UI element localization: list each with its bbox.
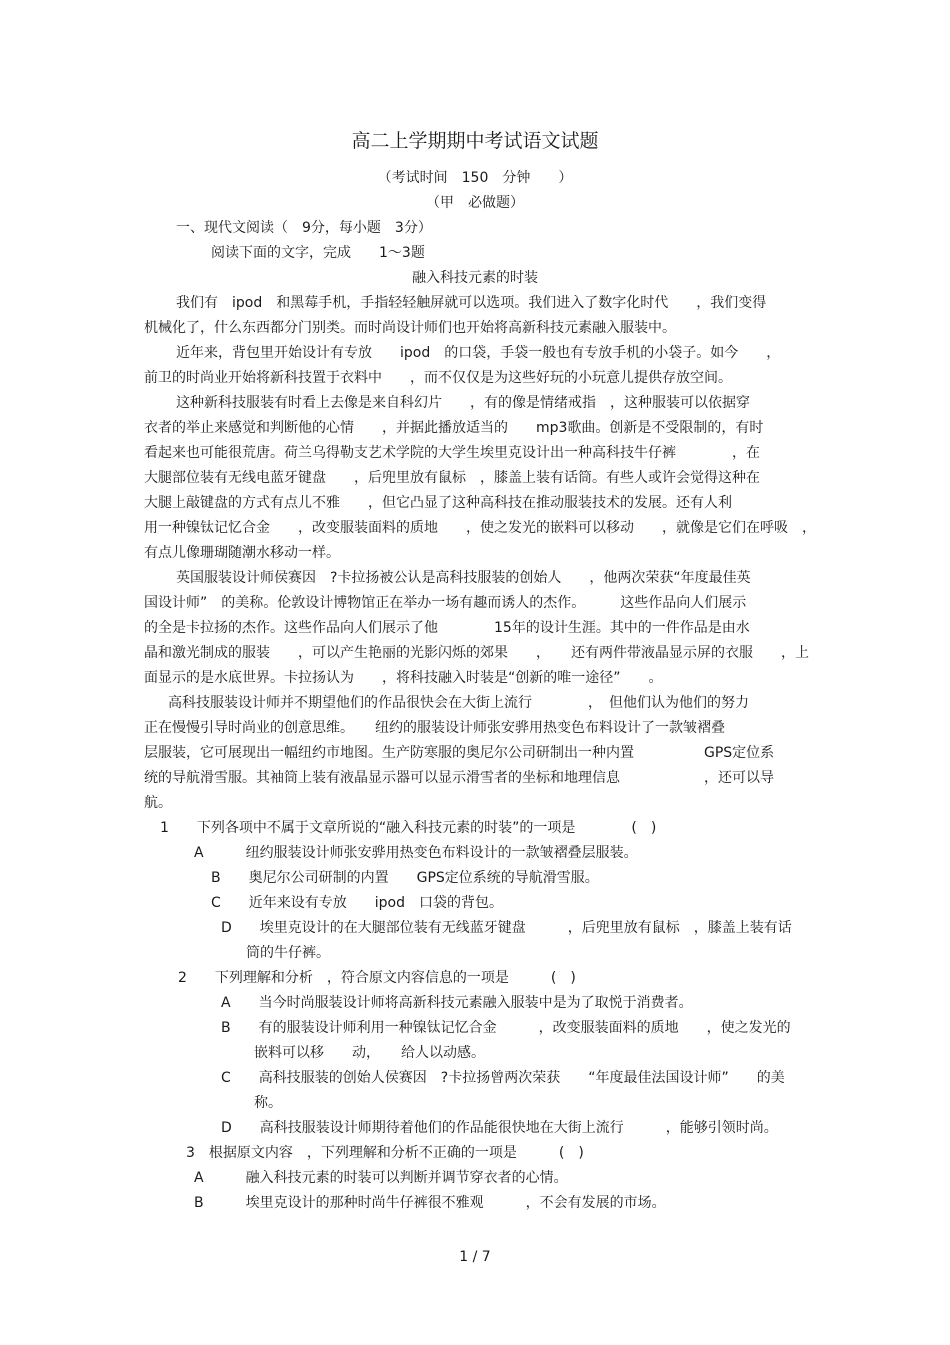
article-line: 大腿上敲键盘的方式有点儿不雅 ，但它凸显了这种高科技在推动服装技术的发展。还有人利 <box>144 495 732 511</box>
article-line: 晶和激光制成的服装 ，可以产生艳丽的光影闪烁的郊果 ， 还有两件带液晶显示屏的衣服 ，上 <box>144 645 809 661</box>
question-2-option-b-cont: 嵌料可以移 动， 给人以动感。 <box>254 1045 485 1061</box>
question-3-option-b: B 埃里克设计的那种时尚牛仔裤很不雅观 ，不会有发展的市场。 <box>194 1195 666 1211</box>
article-line: 面显示的是水底世界。卡拉扬认为 ，将科技融入时装是“创新的唯一途径” 。 <box>144 670 663 686</box>
article-line: 大腿部位装有无线电蓝牙键盘 ，后兜里放有鼠标 ，膝盖上装有话筒。有些人或许会觉得这种在 <box>144 470 760 486</box>
article-line: 前卫的时尚业开始将新科技置于衣料中 ，而不仅仅是为这些好玩的小玩意儿提供存放空间。 <box>144 370 732 386</box>
part-label: （甲 必做题） <box>426 195 524 211</box>
question-2-option-b: B 有的服装设计师利用一种镍钛记忆合金 ，改变服装面料的质地 ，使之发光的 <box>221 1020 791 1036</box>
question-1-option-a: A 纽约服装设计师张安骅用热变色布料设计的一款皱褶叠层服装。 <box>194 845 638 861</box>
article-line: 衣者的举止来感觉和判断他的心情 ，并据此播放适当的 mp3歌曲。创新是不受限制的，有时 <box>144 420 764 436</box>
article-line: 正在慢慢引导时尚业的创意思维。 纽约的服装设计师张安骅用热变色布料设计了一款皱褶叠 <box>144 720 725 736</box>
article-line: 统的导航滑雪服。其袖筒上装有液晶显示器可以显示滑雪者的坐标和地理信息 ，还可以导 <box>144 770 774 786</box>
section-heading: 一、现代文阅读（ 9分，每小题 3分） <box>176 220 432 236</box>
article-line: 这种新科技服装有时看上去像是来自科幻片 ，有的像是情绪戒指 ，这种服装可以依据穿 <box>176 395 750 411</box>
question-1-option-c: C 近年来设有专放 ipod 口袋的背包。 <box>211 895 504 911</box>
question-2-option-c: C 高科技服装的创始人侯赛因 ?卡拉扬曾两次荣获 “年度最佳法国设计师” 的美 <box>221 1070 785 1086</box>
reading-instruction: 阅读下面的文字，完成 1～3题 <box>211 245 425 261</box>
question-3-option-a: A 融入科技元素的时装可以判断并调节穿衣者的心情。 <box>194 1170 568 1186</box>
page-number: 1 / 7 <box>459 1249 491 1265</box>
article-line: 看起来也可能很荒唐。荷兰乌得勒支艺术学院的大学生埃里克设计出一种高科技牛仔裤 ，在 <box>144 445 760 461</box>
question-2-option-d: D 高科技服装设计师期待着他们的作品能很快地在大街上流行 ，能够引领时尚。 <box>221 1120 778 1136</box>
article-line: 英国服装设计师侯赛因 ?卡拉扬被公认是高科技服装的创始人 ，他两次荣获“年度最佳英 <box>176 570 751 586</box>
article-title: 融入科技元素的时装 <box>412 270 538 286</box>
article-line: 机械化了，什么东西都分门别类。而时尚设计师们也开始将高新科技元素融入服装中。 <box>144 320 676 336</box>
article-line: 近年来，背包里开始设计有专放 ipod 的口袋，手袋一般也有专放手机的小袋子。如今 ， <box>176 345 781 361</box>
article-line: 有点儿像珊瑚随潮水移动一样。 <box>144 545 340 561</box>
article-line: 层服装，它可展现出一幅纽约市地图。生产防寒服的奥尼尔公司研制出一种内置 GPS定位系 <box>144 745 775 761</box>
article-line: 国设计师” 的美称。伦敦设计博物馆正在举办一场有趣而诱人的杰作。 这些作品向人们展示 <box>144 595 747 611</box>
question-1-option-d-cont: 筒的牛仔裤。 <box>246 945 330 961</box>
question-2-option-a: A 当今时尚服装设计师将高新科技元素融入服装中是为了取悦于消费者。 <box>221 995 693 1011</box>
question-2-stem: 2 下列理解和分析 ，符合原文内容信息的一项是 ( ) <box>178 970 576 986</box>
article-line: 用一种镍钛记忆合金 ，改变服装面料的质地 ，使之发光的嵌料可以移动 ，就像是它们在呼吸 ， <box>144 520 816 536</box>
question-1-option-d: D 埃里克设计的在大腿部位装有无线蓝牙键盘 ，后兜里放有鼠标 ，膝盖上装有话 <box>221 920 792 936</box>
exam-time-note: （考试时间 150 分钟 ） <box>377 170 573 186</box>
question-1-stem: 1 下列各项中不属于文章所说的“融入科技元素的时装”的一项是 ( ) <box>160 820 657 836</box>
question-2-option-c-cont: 称。 <box>254 1095 282 1111</box>
article-line: 航。 <box>144 795 172 811</box>
article-line: 高科技服装设计师并不期望他们的作品很快会在大街上流行 ， 但他们认为他们的努力 <box>168 695 749 711</box>
question-3-stem: 3 根据原文内容 ，下列理解和分析不正确的一项是 ( ) <box>186 1145 584 1161</box>
article-line: 的全是卡拉扬的杰作。这些作品向人们展示了他 15年的设计生涯。其中的一件作品是由水 <box>144 620 750 636</box>
article-line: 我们有 ipod 和黑莓手机，手指轻轻触屏就可以选项。我们进入了数字化时代 ，我们变得 <box>176 295 767 311</box>
question-1-option-b: B 奥尼尔公司研制的内置 GPS定位系统的导航滑雪服。 <box>211 870 599 886</box>
page-title: 高二上学期期中考试语文试题 <box>351 130 599 152</box>
